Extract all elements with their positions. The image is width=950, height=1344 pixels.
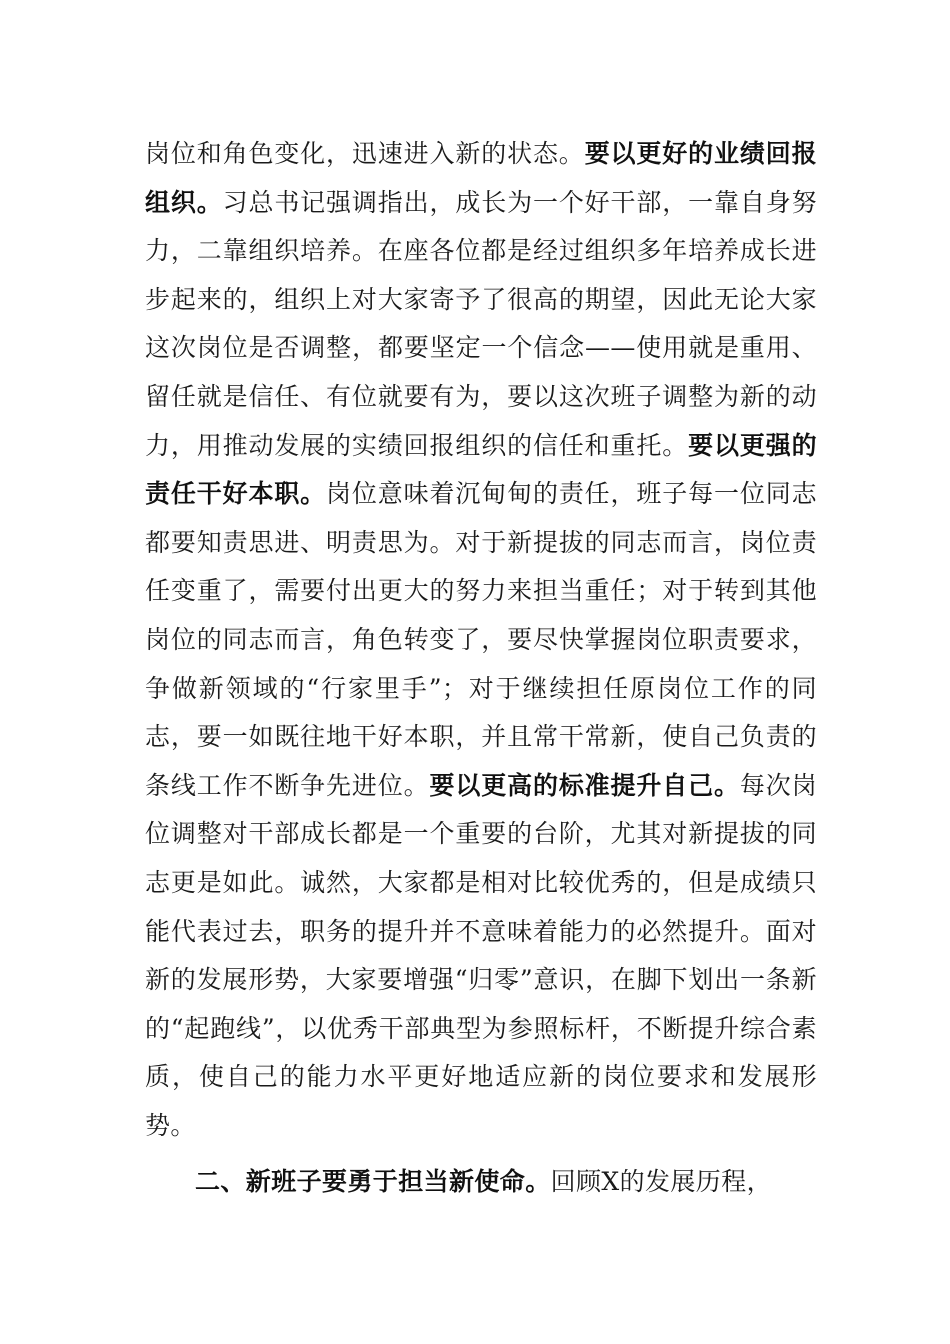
bold-heading-segment: 要以更强的责任干好本职。 [145,430,817,509]
text-segment: 岗位意味着沉甸甸的责任，班子每一位同志都要知责思进、明责思为。对于新提拔的同志而言，岗位责任变重了，需要付出更大的努力来担当重任；对于转到其他岗位的同志而言，角色转变了，要尽快掌握岗位职责要求，争做新领域的“行家里手”；对于继续担任原岗位工作的同志，要一如既往地干好本职，并且常干常新，使自己负责的条线工作不断争先进位。 [145,479,817,800]
body-text [145,130,817,1207]
text-segment: 回顾X的发展历程， [550,1167,773,1197]
text-segment: 岗位和角色变化，迅速进入新的状态。 [145,139,585,168]
text-segment: 习总书记强调指出，成长为一个好干部，一靠自身努力，二靠组织培养。在座各位都是经过组织多年培养成长进步起来的，组织上对大家寄予了很高的期望，因此无论大家这次岗位是否调整，都要坚定一个信念——使用就是重用、留任就是信任、有位就要有为，要以这次班子调整为新的动力，用推动发展的实绩回报组织的信任和重托。 [145,187,817,460]
paragraph-2 [145,1158,817,1207]
paragraph-1 [145,130,817,1150]
text-segment: 每次岗位调整对干部成长都是一个重要的台阶，尤其对新提拔的同志更是如此。诚然，大家都是相对比较优秀的，但是成绩只能代表过去，职务的提升并不意味着能力的必然提升。面对新的发展形势，大家要增强“归零”意识，在脚下划出一条新的“起跑线”，以优秀干部典型为参照标杆，不断提升综合素质，使自己的能力水平更好地适应新的岗位要求和发展形势。 [145,770,817,1140]
bold-heading-segment: 要以更高的标准提升自己。 [429,770,740,800]
bold-heading-segment: 要以更好的业绩回报组织。 [145,139,817,217]
section-heading: 二、新班子要勇于担当新使命。 [195,1167,551,1197]
